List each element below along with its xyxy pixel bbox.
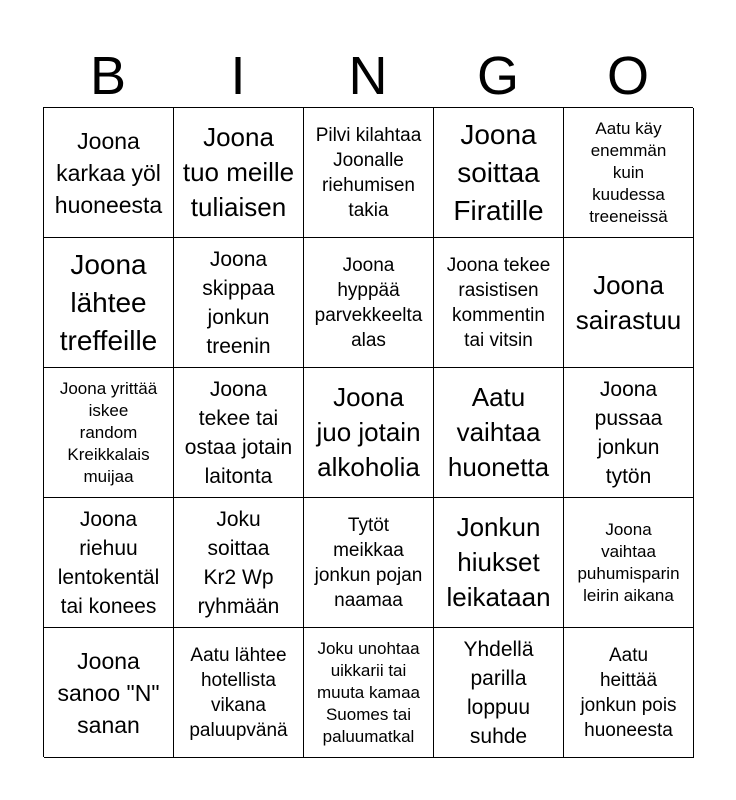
- cell-text: Joona juo jotain alkoholia: [316, 382, 421, 482]
- cell-text: Joona tekee rasistisen kommentin tai vitsin: [446, 254, 551, 351]
- cell-text: Joona lähtee treffeille: [59, 248, 158, 356]
- bingo-cell[interactable]: [564, 108, 694, 238]
- bingo-cell[interactable]: [44, 498, 174, 628]
- cell-text: Joona skippaa jonkun treenin: [202, 247, 275, 358]
- header-letter-b: B: [89, 46, 127, 106]
- cell-text: Joona soittaa Firatille: [453, 118, 544, 226]
- cell-text: Joona riehuu lentokentäl tai konees: [57, 507, 160, 618]
- cell-text: Tytöt meikkaa jonkun pojan naamaa: [314, 514, 423, 611]
- bingo-cell[interactable]: [304, 368, 434, 498]
- bingo-header: [43, 46, 693, 106]
- bingo-cell[interactable]: [304, 628, 434, 758]
- cell-text: Joona karkaa yöl huoneesta: [54, 127, 163, 218]
- bingo-cell[interactable]: [44, 108, 174, 238]
- cell-text: Aatu lähtee hotellista vikana paluupvänä: [189, 644, 288, 741]
- bingo-cell[interactable]: [434, 498, 564, 628]
- bingo-cell[interactable]: [174, 368, 304, 498]
- bingo-cell[interactable]: [304, 238, 434, 368]
- bingo-cell[interactable]: [564, 368, 694, 498]
- cell-text: Yhdellä parilla loppuu suhde: [463, 637, 534, 748]
- bingo-cell[interactable]: [44, 238, 174, 368]
- cell-text: Joona hyppää parvekkeelta alas: [314, 254, 423, 351]
- bingo-cell[interactable]: [564, 628, 694, 758]
- cell-text: Joona pussaa jonkun tytön: [594, 377, 663, 488]
- cell-text: Joona tekee tai ostaa jotain laitonta: [184, 377, 293, 488]
- header-letter-o: O: [606, 46, 649, 106]
- bingo-cell[interactable]: [174, 498, 304, 628]
- bingo-cell[interactable]: [434, 368, 564, 498]
- cell-text: Joona yrittää iskee random Kreikkalais muijaa: [59, 378, 158, 486]
- cell-text: Pilvi kilahtaa Joonalle riehumisen takia: [315, 124, 422, 221]
- bingo-grid: [43, 107, 693, 757]
- bingo-cell[interactable]: [44, 628, 174, 758]
- bingo-cell[interactable]: [434, 238, 564, 368]
- cell-text: Aatu heittää jonkun pois huoneesta: [580, 644, 677, 741]
- header-letter-i: I: [230, 46, 246, 106]
- cell-text: Joona vaihtaa puhumisparin leirin aikana: [577, 519, 680, 605]
- bingo-cell[interactable]: [434, 108, 564, 238]
- header-letter-n: N: [348, 46, 388, 106]
- header-letter-g: G: [476, 46, 519, 106]
- cell-text: Aatu käy enemmän kuin kuudessa treeneissä: [589, 118, 668, 226]
- cell-text: Joona tuo meille tuliaisen: [182, 122, 295, 222]
- bingo-cell[interactable]: [174, 108, 304, 238]
- cell-text: Aatu vaihtaa huonetta: [447, 382, 550, 482]
- cell-text: Joku soittaa Kr2 Wp ryhmään: [197, 507, 280, 618]
- cell-text: Joku unohtaa uikkarii tai muuta kamaa Suomes tai paluumatkal: [317, 638, 420, 746]
- bingo-cell[interactable]: [304, 108, 434, 238]
- bingo-cell[interactable]: [304, 498, 434, 628]
- cell-text: Joona sanoo "N" sanan: [57, 647, 160, 738]
- cell-text: Joona sairastuu: [575, 269, 682, 335]
- bingo-cell[interactable]: [44, 368, 174, 498]
- bingo-cell[interactable]: [564, 498, 694, 628]
- bingo-cell[interactable]: [174, 238, 304, 368]
- bingo-cell[interactable]: [564, 238, 694, 368]
- bingo-cell[interactable]: [434, 628, 564, 758]
- bingo-cell[interactable]: [174, 628, 304, 758]
- cell-text: Jonkun hiukset leikataan: [446, 512, 551, 612]
